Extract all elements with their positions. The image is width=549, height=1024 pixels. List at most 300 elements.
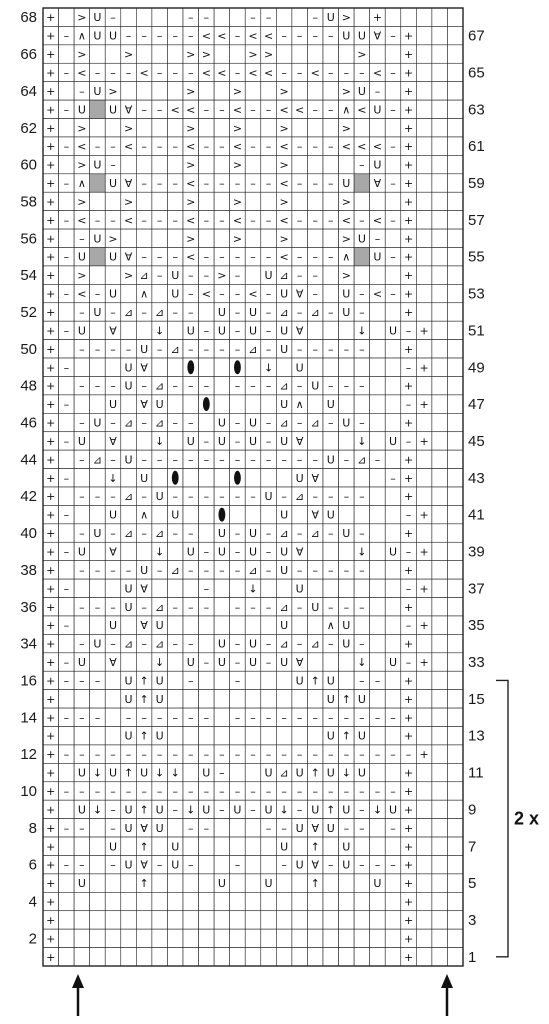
chart-cell [261,855,277,873]
stitch-symbol: ⊿ [155,305,165,319]
chart-cell [261,229,277,247]
chart-cell [292,8,308,26]
chart-cell [59,340,75,358]
chart-cell [199,229,215,247]
chart-cell [245,671,261,689]
stitch-symbol: ∀ [373,177,382,191]
stitch-symbol: U [202,766,211,780]
chart-cell [59,8,75,26]
chart-cell [416,690,432,708]
chart-cell [416,782,432,800]
stitch-symbol: U [311,803,320,817]
stitch-symbol: – [172,637,178,651]
stitch-symbol: ∧ [140,287,149,301]
chart-cell [447,376,463,394]
chart-cell [261,579,277,597]
stitch-symbol: – [234,711,241,725]
chart-cell [432,579,448,597]
stitch-symbol: ∀ [295,324,304,338]
chart-cell [432,174,448,192]
chart-cell [183,690,199,708]
chart-cell [59,561,75,579]
stitch-symbol: – [234,545,241,559]
stitch-symbol: – [63,471,70,485]
stitch-symbol: – [188,29,194,43]
stitch-symbol: – [110,600,116,614]
chart-cell [307,911,323,929]
chart-cell [167,155,183,173]
row-number-right: 47 [468,396,485,414]
chart-cell [447,45,463,63]
stitch-symbol: ⊿ [248,563,258,577]
bobble-symbol [234,471,241,485]
stitch-symbol: > [186,48,196,62]
chart-cell [90,266,106,284]
chart-cell [230,45,246,63]
chart-cell [199,155,215,173]
chart-cell [323,542,339,560]
chart-cell [90,948,106,966]
stitch-symbol: – [296,416,303,430]
stitch-symbol: U [155,398,164,412]
chart-cell [307,358,323,376]
chart-cell [432,376,448,394]
chart-cell [59,450,75,468]
stitch-symbol: < [372,287,383,301]
chart-cell [401,8,417,26]
stitch-symbol: U [280,287,289,301]
chart-cell [59,929,75,947]
stitch-symbol: + [46,324,56,338]
stitch-symbol: ⊿ [92,453,103,467]
chart-cell [416,800,432,818]
chart-cell [121,8,137,26]
chart-cell [90,653,106,671]
stitch-symbol: – [141,453,147,467]
chart-cell [339,874,355,892]
stitch-symbol: ⊿ [155,637,165,651]
chart-cell [447,690,463,708]
chart-cell [199,929,215,947]
stitch-symbol: ⊿ [279,379,289,393]
stitch-symbol: < [77,213,87,227]
chart-cell [307,45,323,63]
chart-cell [152,837,168,855]
stitch-symbol: + [46,453,56,467]
stitch-symbol: – [390,29,396,43]
chart-cell [74,505,90,523]
row-number-left: 12 [20,746,37,764]
chart-cell [416,450,432,468]
chart-cell [199,524,215,542]
stitch-symbol: – [265,453,272,467]
chart-cell [261,82,277,100]
stitch-symbol: U [155,490,164,504]
stitch-symbol: – [79,342,85,356]
stitch-symbol: U [140,471,149,485]
stitch-symbol: > [108,84,118,98]
chart-cell [136,892,152,910]
chart-cell [370,358,386,376]
stitch-symbol: U [124,692,133,706]
stitch-symbol: – [172,177,178,191]
chart-cell [90,321,106,339]
stitch-symbol: + [419,748,429,762]
chart-cell [354,8,370,26]
stitch-symbol: ↑ [341,692,351,706]
stitch-symbol: – [110,453,116,467]
stitch-symbol: – [250,600,256,614]
chart-cell [339,892,355,910]
stitch-symbol: – [234,177,241,191]
stitch-symbol: – [110,490,116,504]
chart-cell [354,248,370,266]
stitch-symbol: + [403,711,414,725]
stitch-symbol: U [326,766,335,780]
stitch-symbol: U [388,434,398,448]
chart-cell [447,469,463,487]
stitch-symbol: – [63,213,70,227]
stitch-symbol: U [373,250,382,264]
stitch-symbol: – [296,711,303,725]
chart-cell [59,634,75,652]
chart-cell [90,395,106,413]
stitch-symbol: > [201,48,211,62]
chart-cell [416,708,432,726]
stitch-symbol: + [46,895,56,909]
stitch-symbol: – [234,434,241,448]
stitch-symbol: U [155,674,164,688]
stitch-symbol: < [263,29,274,43]
chart-cell [167,8,183,26]
chart-cell [183,763,199,781]
chart-cell [432,598,448,616]
chart-cell [276,358,292,376]
chart-cell [432,487,448,505]
stitch-symbol: < [170,103,180,117]
stitch-symbol: – [312,453,318,467]
stitch-symbol: < [357,103,367,117]
chart-cell [385,598,401,616]
stitch-symbol: > [123,48,134,62]
chart-cell [74,948,90,966]
chart-cell [432,671,448,689]
stitch-symbol: U [217,656,226,670]
stitch-symbol: – [79,637,85,651]
stitch-symbol: U [217,877,226,891]
chart-cell [292,82,308,100]
chart-cell [447,340,463,358]
chart-cell [416,598,432,616]
stitch-symbol: U [108,766,118,780]
stitch-symbol: – [219,766,225,780]
chart-cell [323,837,339,855]
stitch-symbol: – [79,490,85,504]
stitch-symbol: – [125,66,132,80]
chart-cell [307,155,323,173]
stitch-symbol: – [234,784,241,798]
stitch-symbol: – [188,821,194,835]
stitch-symbol: ⊿ [279,766,289,780]
chart-cell [59,155,75,173]
chart-cell [276,948,292,966]
stitch-symbol: – [94,600,101,614]
stitch-symbol: – [141,527,147,541]
stitch-symbol: – [219,342,225,356]
chart-cell [59,119,75,137]
chart-cell [385,413,401,431]
chart-cell [105,119,121,137]
chart-cell [447,82,463,100]
stitch-symbol: ⊿ [279,637,289,651]
chart-cell [230,505,246,523]
stitch-symbol: U [311,379,320,393]
chart-cell [90,837,106,855]
chart-cell [121,948,137,966]
stitch-symbol: – [390,213,396,227]
chart-cell [261,837,277,855]
stitch-symbol: ↓ [155,656,165,670]
chart-cell [447,634,463,652]
chart-cell [59,874,75,892]
stitch-symbol: + [403,121,414,135]
row-number-right: 49 [468,359,485,377]
stitch-symbol: – [281,784,287,798]
stitch-symbol: < [295,103,305,117]
chart-cell [339,579,355,597]
stitch-symbol: ⊿ [295,490,305,504]
stitch-symbol: – [359,490,365,504]
chart-cell [90,911,106,929]
stitch-symbol: – [94,711,101,725]
chart-cell [214,929,230,947]
chart-cell [432,26,448,44]
chart-cell [354,266,370,284]
stitch-symbol: ⊿ [155,600,165,614]
stitch-symbol: < [248,66,258,80]
stitch-symbol: > [341,84,351,98]
stitch-symbol: – [281,711,287,725]
stitch-symbol: – [312,250,318,264]
chart-cell [183,929,199,947]
stitch-symbol: + [46,471,56,485]
stitch-symbol: – [281,821,287,835]
chart-cell [261,119,277,137]
stitch-symbol: U [124,379,133,393]
row-number-left: 10 [20,783,37,800]
stitch-symbol: – [328,379,334,393]
chart-cell [354,911,370,929]
stitch-symbol: ∧ [295,398,304,412]
stitch-symbol: U [342,858,351,872]
chart-cell [370,340,386,358]
chart-cell [354,469,370,487]
chart-cell [432,413,448,431]
stitch-symbol: > [186,84,196,98]
stitch-symbol: + [403,913,414,927]
stitch-symbol: – [188,711,194,725]
stitch-symbol: – [79,748,85,762]
stitch-symbol: + [403,158,414,172]
stitch-symbol: U [124,361,133,375]
stitch-symbol: – [234,305,241,319]
chart-cell [416,248,432,266]
chart-cell [339,542,355,560]
stitch-symbol: – [172,29,178,43]
chart-cell [447,911,463,929]
chart-cell [245,155,261,173]
chart-cell [199,948,215,966]
chart-cell [167,911,183,929]
stitch-symbol: < [372,213,383,227]
row-number-left: 64 [20,82,37,100]
stitch-symbol: – [328,490,334,504]
chart-cell [307,948,323,966]
chart-cell [339,358,355,376]
chart-cell [245,616,261,634]
stitch-symbol: – [125,563,132,577]
chart-cell [416,45,432,63]
stitch-symbol: < [372,66,383,80]
stitch-symbol: – [312,563,318,577]
chart-cell [416,211,432,229]
chart-cell [432,505,448,523]
chart-cell [59,800,75,818]
stitch-symbol: – [265,637,272,651]
chart-cell [447,542,463,560]
chart-cell [90,100,106,118]
stitch-symbol: + [403,103,414,117]
stitch-symbol: – [219,140,225,154]
stitch-symbol: U [217,416,226,430]
stitch-symbol: < [77,287,87,301]
stitch-symbol: > [279,232,289,246]
stitch-symbol: U [264,766,273,780]
chart-cell [432,63,448,81]
stitch-symbol: – [265,563,272,577]
row-number-left: 62 [20,119,37,137]
stitch-symbol: U [124,582,133,596]
stitch-symbol: – [328,784,334,798]
chart-cell [307,929,323,947]
stitch-symbol: ↓ [170,766,180,780]
stitch-symbol: – [63,103,70,117]
chart-cell [74,469,90,487]
stitch-symbol: – [234,490,241,504]
chart-cell [183,616,199,634]
chart-cell [167,727,183,745]
stitch-symbol: – [328,637,334,651]
stitch-symbol: + [46,840,56,854]
chart-cell [416,229,432,247]
chart-cell [432,948,448,966]
stitch-symbol: – [359,287,365,301]
stitch-symbol: – [265,784,272,798]
chart-cell [59,727,75,745]
chart-cell [276,45,292,63]
stitch-symbol: U [93,11,102,25]
stitch-symbol: – [296,379,303,393]
stitch-symbol: U [357,84,366,98]
chart-cell [136,45,152,63]
stitch-symbol: ↓ [357,545,367,559]
chart-cell [59,524,75,542]
stitch-symbol: + [46,305,56,319]
stitch-symbol: U [77,877,86,891]
chart-cell [74,358,90,376]
chart-cell [214,469,230,487]
stitch-symbol: > [77,48,87,62]
stitch-symbol: ↓ [186,803,196,817]
stitch-symbol: + [46,932,56,946]
stitch-symbol: – [265,821,272,835]
stitch-symbol: ↓ [155,766,165,780]
stitch-symbol: – [110,858,116,872]
row-number-right: 37 [468,580,485,598]
stitch-symbol: – [374,711,381,725]
chart-cell [339,395,355,413]
chart-cell [385,505,401,523]
stitch-symbol: – [328,527,334,541]
stitch-symbol: U [326,674,335,688]
stitch-symbol: – [343,748,350,762]
stitch-symbol: > [341,11,351,25]
chart-cell [90,174,106,192]
chart-cell [152,948,168,966]
stitch-symbol: + [46,877,56,891]
chart-cell [245,505,261,523]
chart-cell [323,432,339,450]
stitch-symbol: U [295,821,304,835]
stitch-symbol: – [390,748,396,762]
row-number-right: 59 [468,175,485,192]
chart-cell [230,616,246,634]
stitch-symbol: ∀ [295,545,304,559]
chart-cell [307,579,323,597]
chart-cell [121,929,137,947]
chart-cell [292,192,308,210]
chart-cell [354,174,370,192]
chart-cell [432,469,448,487]
stitch-symbol: + [403,287,414,301]
stitch-symbol: – [250,748,256,762]
stitch-symbol: – [296,342,303,356]
stitch-symbol: U [155,803,164,817]
chart-cell [385,837,401,855]
stitch-symbol: + [403,729,414,743]
stitch-symbol: ↑ [310,877,320,891]
chart-cell [432,911,448,929]
stitch-symbol: – [312,269,318,283]
chart-cell [167,45,183,63]
stitch-symbol: – [265,103,272,117]
stitch-symbol: + [46,729,56,743]
stitch-symbol: – [203,269,210,283]
stitch-symbol: < [186,103,196,117]
stitch-symbol: – [94,490,101,504]
chart-cell [90,469,106,487]
chart-cell [447,303,463,321]
chart-cell [152,119,168,137]
chart-cell [447,432,463,450]
stitch-symbol: U [280,840,289,854]
stitch-symbol: U [140,563,149,577]
stitch-symbol: ⊿ [310,305,320,319]
stitch-symbol: + [403,858,414,872]
stitch-symbol: – [94,66,101,80]
chart-cell [230,837,246,855]
chart-cell [74,911,90,929]
